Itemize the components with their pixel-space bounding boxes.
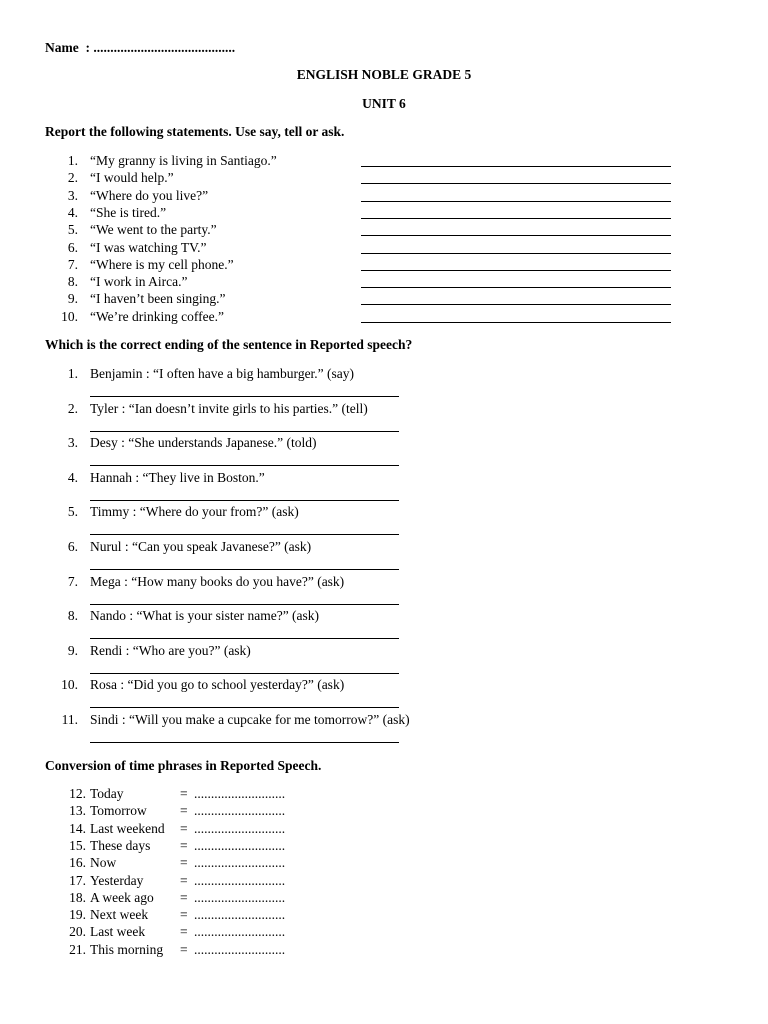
answer-dots[interactable]: ........................... <box>194 837 286 853</box>
section3-item <box>0 942 768 959</box>
section3-item <box>0 873 768 890</box>
answer-line[interactable] <box>90 534 399 535</box>
section3-instruction: Conversion of time phrases in Reported Speech. <box>45 758 322 773</box>
answer-line[interactable] <box>90 500 399 501</box>
item-number: 15. <box>69 837 86 853</box>
statement-text: “I work in Airca.” <box>90 274 188 290</box>
prompt-text: Nurul : “Can you speak Javanese?” (ask) <box>90 539 312 554</box>
section1-item <box>0 257 768 274</box>
answer-line[interactable] <box>90 465 399 466</box>
statement-text: “Where do you live?” <box>90 187 209 203</box>
prompt-text: Timmy : “Where do your from?” (ask) <box>90 504 299 520</box>
item-number: 6. <box>67 239 78 255</box>
section3-item <box>0 786 768 803</box>
prompt-text: Benjamin : “I often have a big hamburger.” (say) <box>90 366 355 381</box>
prompt-text: Rendi : “Who are you?” (ask) <box>90 642 251 658</box>
statement-text: “We’re drinking coffee.” <box>90 308 224 324</box>
item-number: 10. <box>61 308 78 324</box>
worksheet-title: ENGLISH NOBLE GRADE 5 <box>296 67 472 82</box>
section2-item <box>0 608 768 642</box>
section1-item <box>0 153 768 170</box>
item-number: 1. <box>67 366 78 381</box>
answer-line[interactable] <box>361 218 671 219</box>
answer-dots[interactable]: ........................... <box>194 941 286 957</box>
section2-item <box>0 539 768 573</box>
name-field[interactable]: .......................................... <box>93 40 236 55</box>
answer-line[interactable] <box>90 742 399 743</box>
section1-item <box>0 188 768 205</box>
equals-sign: = <box>180 803 188 819</box>
section2-item <box>0 401 768 435</box>
section3-item <box>0 821 768 838</box>
time-phrase: Last weekend <box>90 820 165 836</box>
item-number: 4. <box>67 204 78 220</box>
prompt-text: Nando : “What is your sister name?” (ask) <box>90 608 320 624</box>
item-number: 3. <box>67 187 78 203</box>
item-number: 17. <box>69 872 86 888</box>
statement-text: “She is tired.” <box>90 204 167 220</box>
statement-text: “I would help.” <box>90 170 174 186</box>
item-number: 9. <box>67 291 78 307</box>
prompt-text: Desy : “She understands Japanese.” (told) <box>90 435 317 451</box>
time-phrase: Tomorrow <box>90 803 147 819</box>
answer-line[interactable] <box>361 166 671 167</box>
section2-item <box>0 574 768 608</box>
item-number: 4. <box>67 469 78 485</box>
equals-sign: = <box>180 924 188 940</box>
item-number: 20. <box>69 924 86 940</box>
item-number: 6. <box>67 539 78 554</box>
item-number: 5. <box>67 504 78 520</box>
answer-line[interactable] <box>90 431 399 432</box>
answer-line[interactable] <box>361 304 671 305</box>
prompt-text: Sindi : “Will you make a cupcake for me tomorrow?” (ask) <box>90 712 410 727</box>
section3-item <box>0 838 768 855</box>
time-phrase: A week ago <box>90 889 154 905</box>
prompt-text: Hannah : “They live in Boston.” <box>90 469 265 485</box>
prompt-text: Mega : “How many books do you have?” (ask) <box>90 573 345 589</box>
item-number: 10. <box>61 677 78 693</box>
section1-item <box>0 291 768 308</box>
answer-line[interactable] <box>361 322 671 323</box>
section3-item <box>0 803 768 820</box>
answer-dots[interactable]: ........................... <box>194 820 286 836</box>
section1-item <box>0 240 768 257</box>
item-number: 2. <box>67 170 78 186</box>
statement-text: “We went to the party.” <box>90 222 217 238</box>
equals-sign: = <box>180 907 188 923</box>
statement-text: “I was watching TV.” <box>90 239 207 255</box>
answer-dots[interactable]: ........................... <box>194 803 286 819</box>
item-number: 3. <box>67 435 78 451</box>
item-number: 19. <box>69 907 86 923</box>
answer-line[interactable] <box>90 396 399 397</box>
statement-text: “My granny is living in Santiago.” <box>90 153 277 168</box>
answer-dots[interactable]: ........................... <box>194 907 286 923</box>
section2-item <box>0 470 768 504</box>
section1-item <box>0 205 768 222</box>
item-number: 18. <box>69 889 86 905</box>
time-phrase: This morning <box>90 941 164 957</box>
section2-item <box>0 435 768 469</box>
item-number: 12. <box>69 786 86 801</box>
section2-item <box>0 712 768 746</box>
section3-item <box>0 890 768 907</box>
unit-title: UNIT 6 <box>362 96 406 111</box>
section1-instruction: Report the following statements. Use say, tell or ask. <box>45 124 345 139</box>
time-phrase: Today <box>90 786 124 801</box>
section2-item <box>0 504 768 538</box>
answer-dots[interactable]: ........................... <box>194 855 286 871</box>
statement-text: “I haven’t been singing.” <box>90 291 226 307</box>
time-phrase: Now <box>90 855 117 871</box>
answer-line[interactable] <box>361 201 671 202</box>
time-phrase: Next week <box>90 907 149 923</box>
section2-item <box>0 677 768 711</box>
item-number: 2. <box>67 400 78 416</box>
equals-sign: = <box>180 889 188 905</box>
time-phrase: Last week <box>90 924 146 940</box>
equals-sign: = <box>180 872 188 888</box>
section1-item <box>0 274 768 291</box>
answer-dots[interactable]: ........................... <box>194 889 286 905</box>
time-phrase: Yesterday <box>90 872 144 888</box>
item-number: 7. <box>67 256 78 272</box>
answer-dots[interactable]: ........................... <box>194 872 286 888</box>
answer-line[interactable] <box>361 270 671 271</box>
answer-line[interactable] <box>90 638 399 639</box>
prompt-text: Tyler : “Ian doesn’t invite girls to his parties.” (tell) <box>90 400 368 416</box>
section2-instruction: Which is the correct ending of the sentence in Reported speech? <box>45 337 413 352</box>
item-number: 9. <box>67 642 78 658</box>
item-number: 21. <box>69 941 86 957</box>
answer-line[interactable] <box>90 707 399 708</box>
item-number: 14. <box>69 820 86 836</box>
section2-item <box>0 366 768 400</box>
time-phrase: These days <box>90 837 151 853</box>
equals-sign: = <box>180 786 188 801</box>
equals-sign: = <box>180 941 188 957</box>
section1-item <box>0 222 768 239</box>
section1-item <box>0 309 768 326</box>
prompt-text: Rosa : “Did you go to school yesterday?” (ask) <box>90 677 345 693</box>
item-number: 13. <box>69 803 86 819</box>
answer-line[interactable] <box>90 604 399 605</box>
section2-item <box>0 643 768 677</box>
answer-dots[interactable]: ........................... <box>194 786 286 801</box>
answer-dots[interactable]: ........................... <box>194 924 286 940</box>
item-number: 1. <box>67 153 78 168</box>
answer-line[interactable] <box>361 287 671 288</box>
item-number: 16. <box>69 855 86 871</box>
equals-sign: = <box>180 820 188 836</box>
equals-sign: = <box>180 837 188 853</box>
answer-line[interactable] <box>90 673 399 674</box>
name-label: Name : .......................................... <box>45 40 236 55</box>
equals-sign: = <box>180 855 188 871</box>
section3-item <box>0 907 768 924</box>
item-number: 11. <box>61 712 78 727</box>
item-number: 8. <box>67 608 78 624</box>
item-number: 7. <box>67 573 78 589</box>
answer-line[interactable] <box>361 235 671 236</box>
statement-text: “Where is my cell phone.” <box>90 256 234 272</box>
section3-item <box>0 924 768 941</box>
answer-line[interactable] <box>90 569 399 570</box>
item-number: 5. <box>67 222 78 238</box>
answer-line[interactable] <box>361 183 671 184</box>
item-number: 8. <box>67 274 78 290</box>
answer-line[interactable] <box>361 253 671 254</box>
section1-item <box>0 170 768 187</box>
section3-item <box>0 855 768 872</box>
